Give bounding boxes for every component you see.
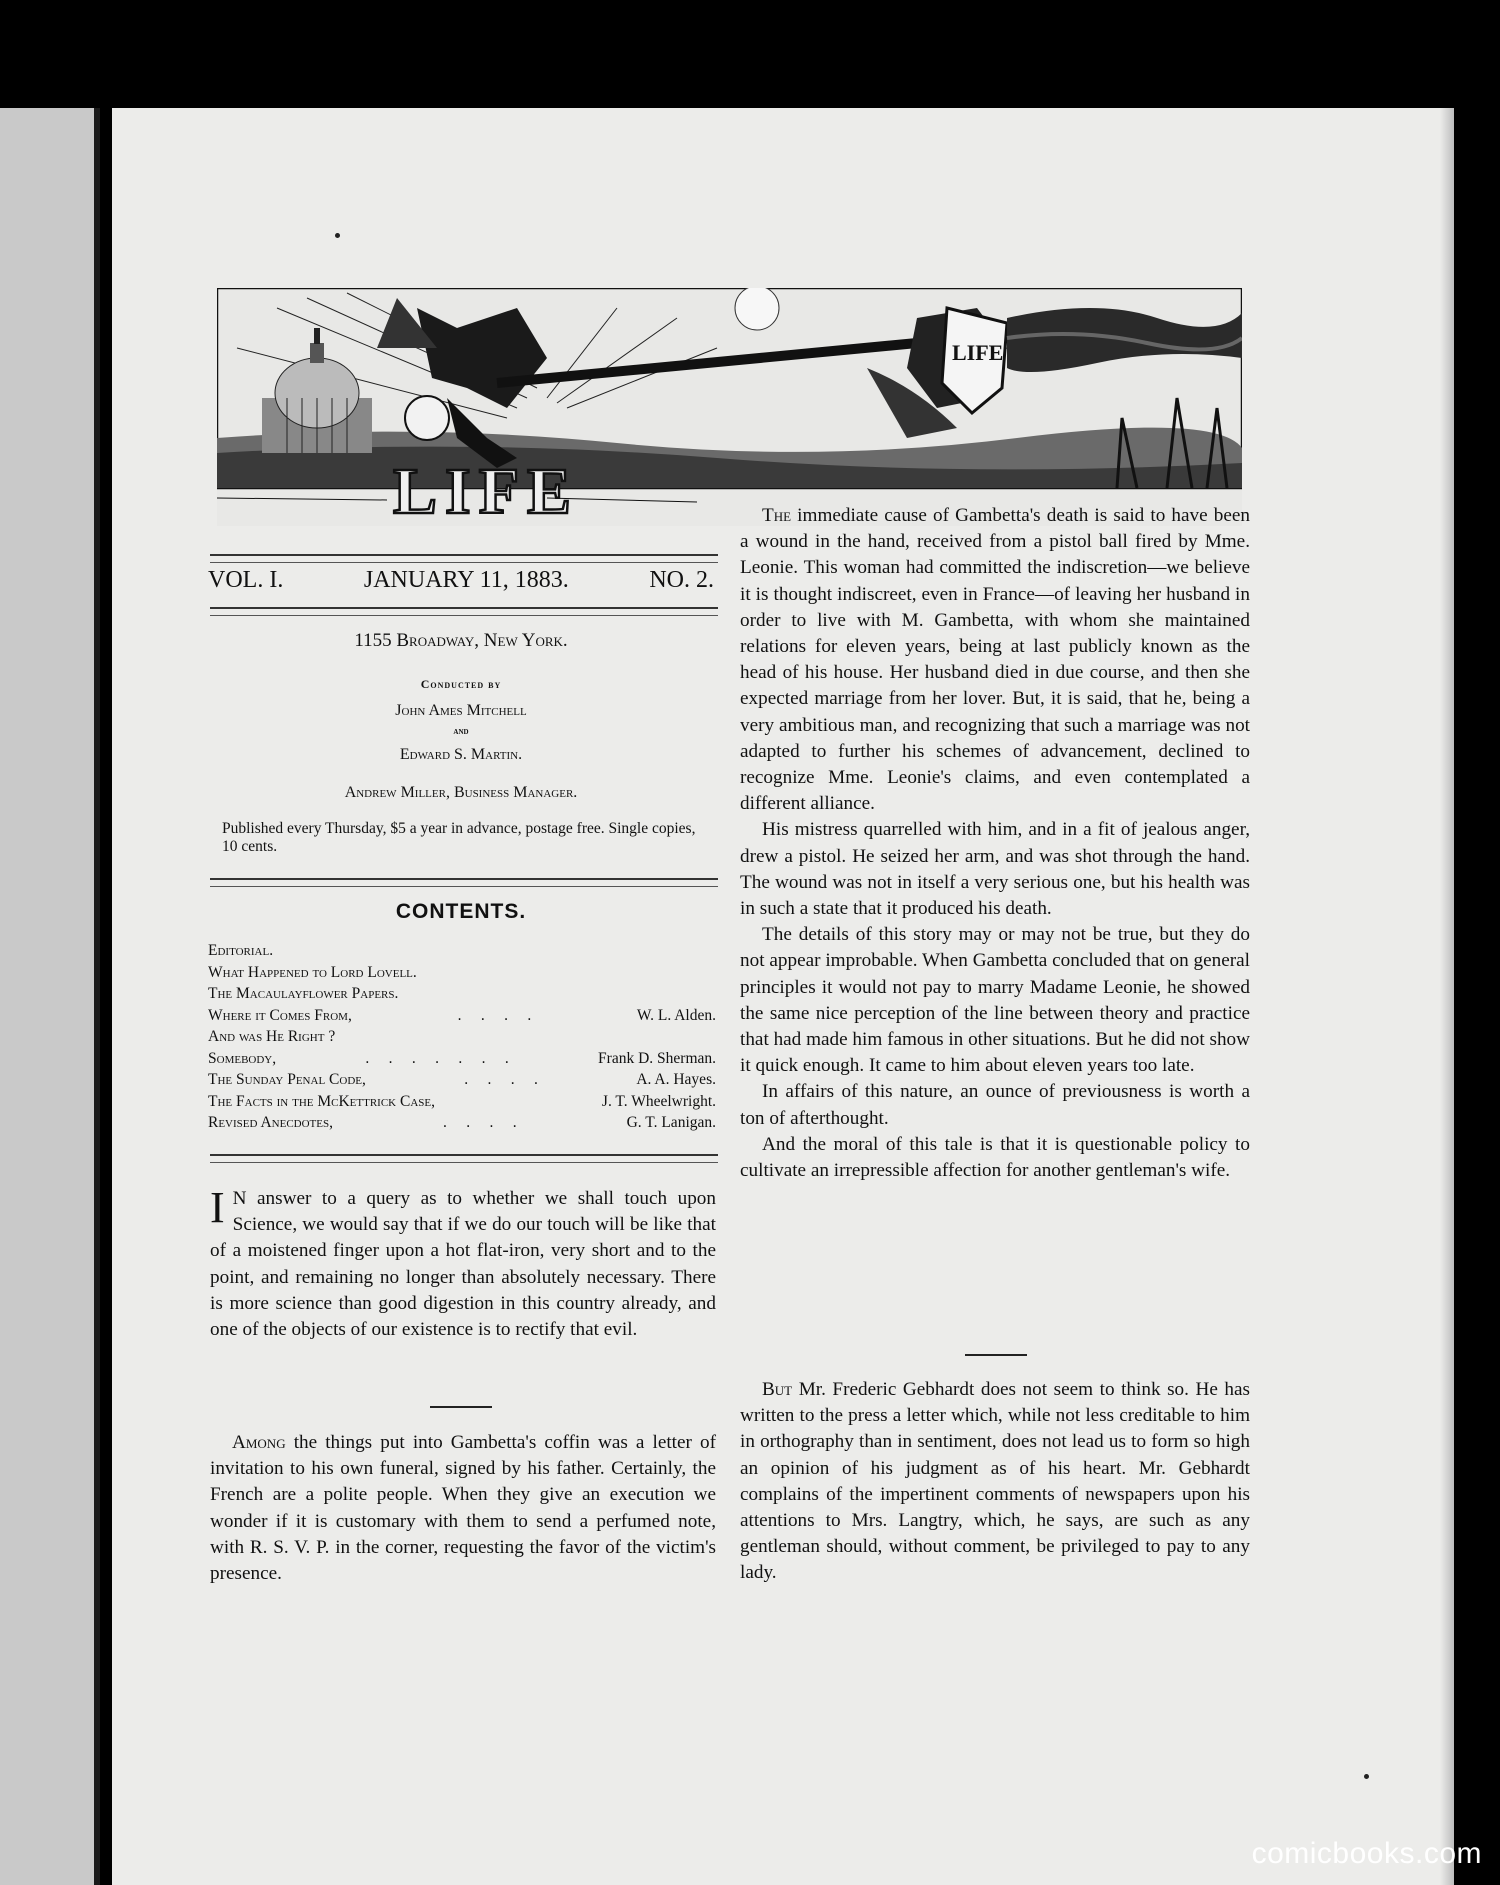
toc-item: Revised Anecdotes, . . . . G. T. Lanigan. — [208, 1114, 716, 1131]
science-paragraph: I N answer to a query as to whether we shall touch upon Science, we would say that if we do our touch will be like that of a moistened finger upon a hot flat-iron, very short and to the point, and remaining no longer than absolutely necessary. There is more science than good digestion in this country already, and one of the objects of our existence is to rectify that evil. — [210, 1183, 716, 1341]
issue-line — [208, 567, 714, 594]
contents-title: CONTENTS. — [395, 900, 527, 923]
issue-date: JANUARY 11, 1883. — [363, 567, 569, 593]
double-rule-contents — [210, 878, 718, 887]
section-divider — [965, 1354, 1027, 1356]
toc-item: Where it Comes From, . . . . W. L. Alden. — [208, 1006, 716, 1024]
shield-text: LIFE — [952, 340, 1004, 365]
page-edge-shadow — [1440, 108, 1454, 1885]
toc-item: And was He Right ? — [208, 1028, 336, 1045]
double-rule-bottom — [210, 607, 718, 616]
facing-page-edge — [0, 108, 100, 1885]
section-divider — [430, 1406, 492, 1408]
double-rule-articles — [210, 1154, 718, 1163]
and-label: and — [453, 726, 469, 737]
toc-item: The Sunday Penal Code, . . . . A. A. Hayes. — [208, 1071, 716, 1088]
volume-label: VOL. I. — [208, 567, 284, 593]
gebhardt-article: But Mr. Frederic Gebhardt does not seem to think so. He has written to the press a letter which, while not less creditable to him in orthography than in sentiment, does not lead us to form so high an opinion of his judgment as of his heart. Mr. Gebhardt complains of the impertinent comments of newspapers upon his attentions to Mrs. Langtry, which, he says, are such as any gentleman should, without comment, be privileged to pay to any lady. — [740, 1379, 1250, 1584]
editor-1: John Ames Mitchell — [395, 702, 527, 719]
business-manager: Andrew Miller, Business Manager. — [344, 784, 578, 801]
toc-item: Somebody, . . . . . . . Frank D. Sherman. — [208, 1049, 716, 1067]
gambetta-death-article: The immediate cause of Gambetta's death is said to have been a wound in the hand, received from a pistol ball fired by Mme. Leonie. This woman had committed the indiscretion—we believe it is thought indiscreet, even in France—of leaving her husband in order to live with M. Gambetta, with whom she maintained relations for eleven years, being at last publicly known as the head of his house. Her husband died in due course, and then she expected marriage from her lover. But, it is said, that he, being a very ambitious man, and recognizing that such a marriage was not adapted to further his schemes of advancement, declined to recognize Mme. Leonie's claims, and even contemplated a different alliance. His mistress quarrelled with him, and in a fit of jealous anger, drew a pistol. He seized her arm, and was shot through the hand. The wound was not in itself a very serious one, but his health was in such a state that it produced his death. The details of this story may or may not be true, but they do not appear improbable. When Gambetta concluded that on general principles it would not pay to marry Madame Leonie, he showed the same nice perception of the line between theory and practice that had made him famous in other situations. But he did not show it quick enough. It came to him about eleven years too late. In affairs of this nature, an ounce of previousness is worth a ton of afterthought. And the moral of this tale is that it is questionable policy to cultivate an irrepressible affection for another gentleman's wife. — [740, 505, 1251, 1182]
toc-item: The Facts in the McKettrick Case, J. T. Wheelwright. — [208, 1092, 716, 1110]
print-speck — [335, 233, 340, 238]
double-rule-top — [210, 554, 718, 563]
contents-list — [208, 940, 716, 1134]
publication-info: Published every Thursday, $5 a year in advance, postage free. Single copies, 10 cents. — [222, 820, 696, 855]
masthead-illustration — [217, 288, 1242, 526]
watermark-text: comicbooks.com — [1251, 1837, 1482, 1870]
drop-cap: I — [210, 1183, 225, 1232]
toc-item: What Happened to Lord Lovell. — [208, 963, 417, 981]
toc-item: Editorial. — [208, 942, 274, 959]
editor-2: Edward S. Martin. — [399, 746, 523, 763]
address: 1155 Broadway, New York. — [354, 630, 568, 651]
toc-item: The Macaulayflower Papers. — [208, 985, 399, 1002]
life-logo: LIFE — [393, 455, 580, 526]
gambetta-coffin-paragraph: Among the things put into Gambetta's coffin was a letter of invitation to his own funeral, signed by his father. Certainly, the French are a polite people. When they give an execution we wonder if it is customary with them to send a perfumed note, with R. S. V. P. in the corner, requesting the favor of the victim's presence. — [210, 1432, 716, 1585]
issue-number: NO. 2. — [649, 567, 714, 593]
print-speck — [1364, 1774, 1369, 1779]
conducted-by-label: Conducted by — [420, 677, 502, 691]
